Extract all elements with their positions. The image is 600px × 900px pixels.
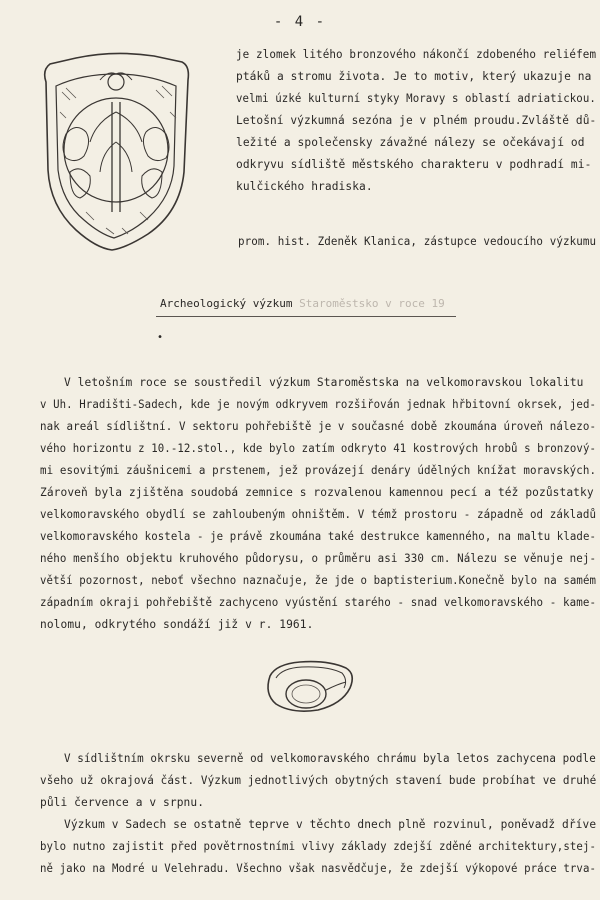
paragraph-line: ného menšího objektu kruhového půdorysu, o průměru asi 330 cm. Nálezu se věnuje nej- — [40, 552, 597, 565]
ring-illustration — [262, 654, 358, 720]
paragraph-line: velkomoravského obydlí se zahloubeným ohništěm. V témž prostoru - západně od základů — [40, 508, 597, 521]
paragraph-line: bylo nutno zajistit před povětrnostními vlivy základy zdejší zděné architektury,stej- — [40, 840, 597, 853]
heading-underline — [156, 316, 456, 317]
signature: prom. hist. Zdeněk Klanica, zástupce vedoucího výzkumu — [238, 235, 597, 248]
section-heading — [160, 297, 445, 310]
paragraph-line: nak areál sídlištní. V sektoru pohřebiště je v současné době zkoumána úroveň nálezo- — [40, 420, 597, 433]
paragraph-line: nolomu, odkrytého sondáží již v r. 1961. — [40, 618, 314, 631]
intro-line: ležité a společensky závažné nálezy se očekávají od — [236, 136, 585, 149]
paragraph-line: V letošním roce se soustředil výzkum Staroměstska na velkomoravskou lokalitu — [64, 376, 584, 389]
intro-line: kulčického hradiska. — [236, 180, 373, 193]
intro-line: velmi úzké kulturní styky Moravy s oblastí adriatickou. — [236, 92, 596, 105]
intro-line: ptáků a stromu života. Je to motiv, který ukazuje na — [236, 70, 592, 83]
paragraph-line: mi esovitými záušnicemi a prstenem, jež provázejí denáry údělných knížat moravských. — [40, 464, 597, 477]
strap-end-drawing — [36, 52, 196, 252]
page-number: - 4 - — [273, 14, 327, 30]
paragraph-line: Výzkum v Sadech se ostatně teprve v těchto dnech plně rozvinul, poněvadž dříve — [64, 818, 597, 831]
paragraph-line: V sídlištním okrsku severně od velkomoravského chrámu byla letos zachycena podle — [64, 752, 596, 765]
paragraph-line: vého horizontu z 10.-12.stol., kde bylo zatím odkryto 41 kostrových hrobů s bronzový- — [40, 442, 597, 455]
paragraph-line: v Uh. Hradišti-Sadech, kde je novým odkryvem rozšiřován jednak hřbitovní okrsek, jed- — [40, 398, 597, 411]
intro-line: je zlomek litého bronzového nákončí zdobeného reliéfem — [236, 48, 597, 61]
paragraph-line: půli července a v srpnu. — [40, 796, 205, 809]
paragraph-line: velkomoravského kostela - je právě zkoumána také destrukce kamenného, na maltu klade- — [40, 530, 597, 543]
section-bullet: • — [157, 332, 164, 343]
paragraph-line: všeho už okrajová část. Výzkum jednotlivých obytných stavení bude probíhat ve druhé — [40, 774, 597, 787]
paragraph-line: západním okraji pohřebiště zachyceno vyústění starého - snad velkomoravského - kame- — [40, 596, 597, 609]
paragraph-line: Zároveň byla zjištěna soudobá zemnice s rozvalenou kamennou pecí a též pozůstatky — [40, 486, 594, 499]
intro-line: Letošní výzkumná sezóna je v plném proudu.Zvláště dů- — [236, 114, 597, 127]
section-heading-text: Archeologický výzkum — [160, 297, 293, 310]
paragraph-line: větší pozornost, neboť všechno naznačuje, že jde o baptisterium.Konečně bylo na samém — [40, 574, 597, 587]
paragraph-line: ně jako na Modré u Velehradu. Všechno však nasvědčuje, že zdejší výkopové práce trva- — [40, 862, 597, 875]
ring-drawing — [262, 654, 358, 720]
intro-line: odkryvu sídliště městského charakteru v podhradí mi- — [236, 158, 592, 171]
strap-end-illustration — [36, 52, 196, 252]
section-heading-faded-text: Staroměstsko v roce 19 — [299, 297, 445, 310]
